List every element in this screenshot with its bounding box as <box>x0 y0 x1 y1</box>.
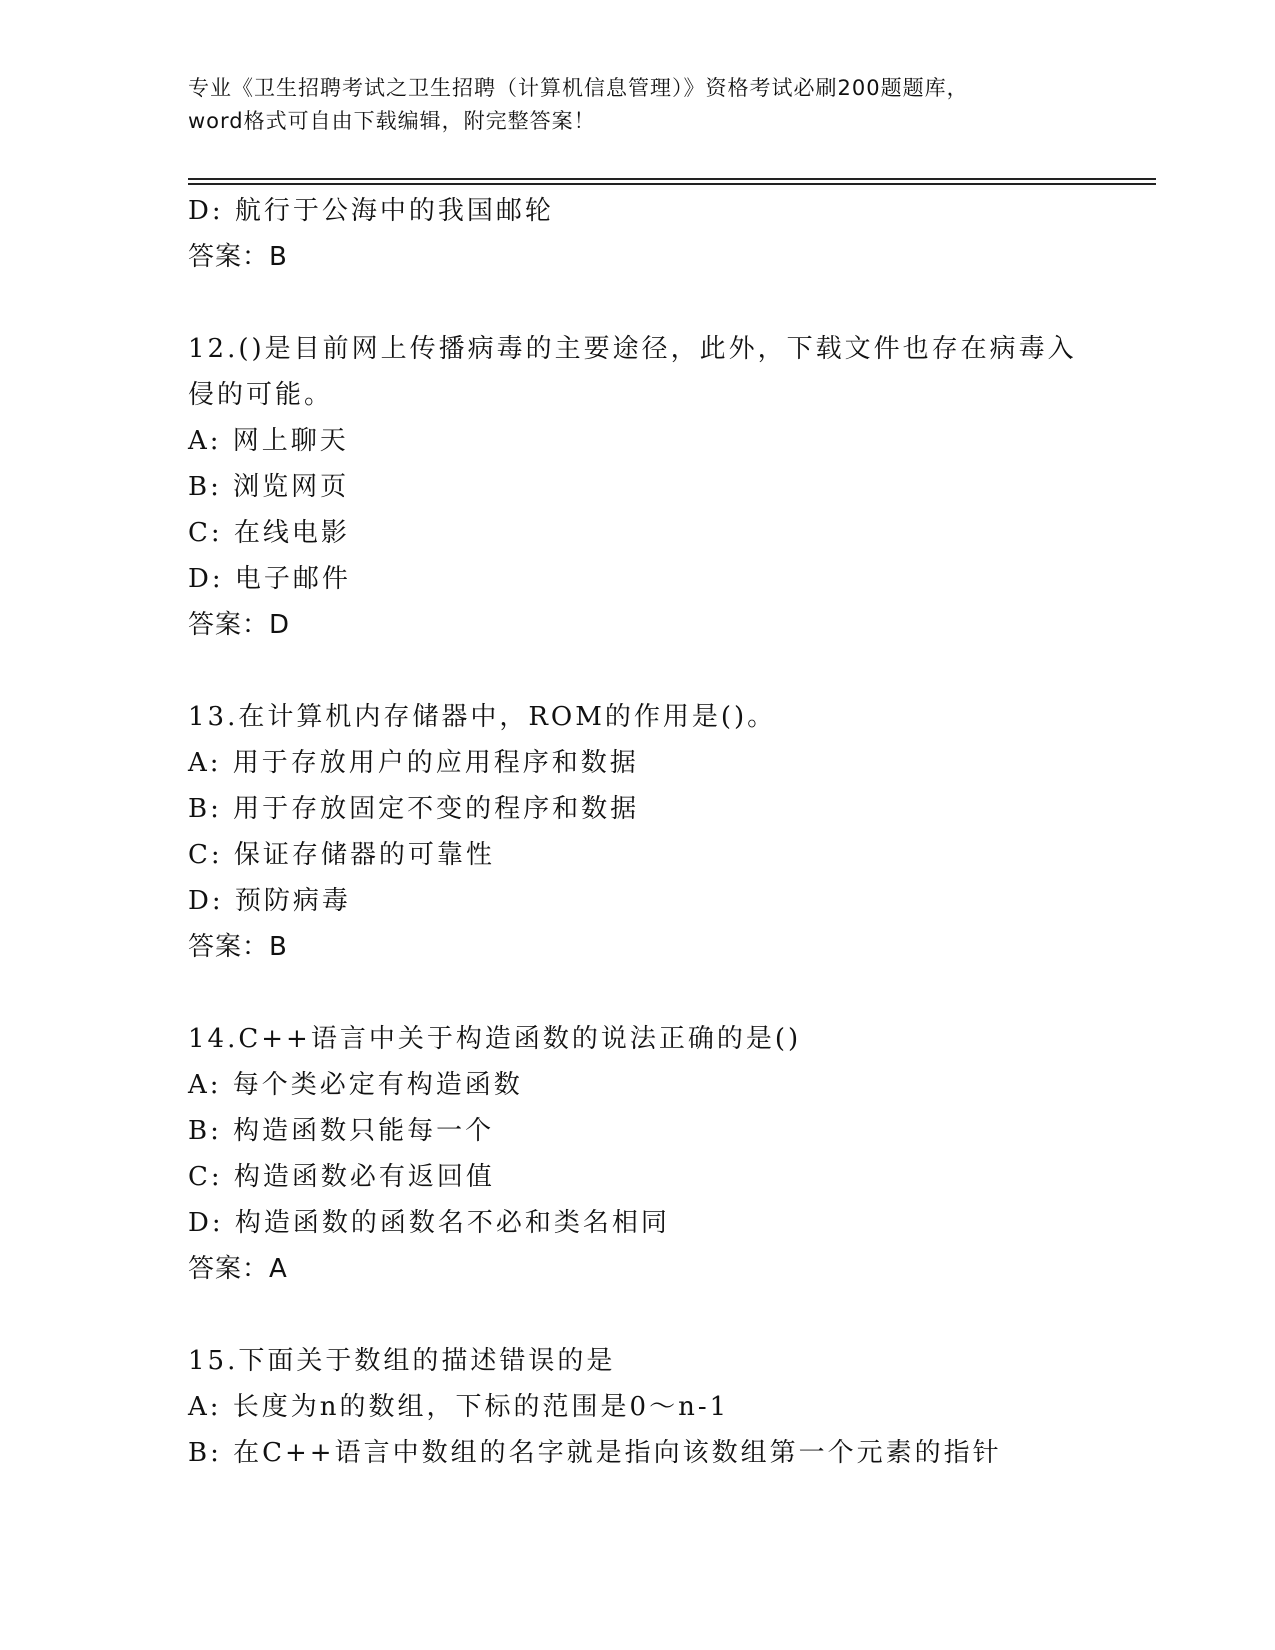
option-b: B: 在C++语言中数组的名字就是指向该数组第一个元素的指针 <box>188 1438 1002 1468</box>
option-a: A: 长度为n的数组，下标的范围是0～n-1 <box>188 1392 730 1422</box>
option-c: C: 保证存储器的可靠性 <box>188 840 495 870</box>
header-divider-bottom <box>188 183 1156 185</box>
option-b: B: 浏览网页 <box>188 472 350 502</box>
spacer <box>188 648 1088 694</box>
option-d: D: 预防病毒 <box>188 886 351 916</box>
option-a: A: 网上聊天 <box>188 426 349 456</box>
header-title-line-2: word格式可自由下载编辑，附完整答案！ <box>188 109 596 133</box>
answer-line: 答案：D <box>188 610 291 640</box>
option-b: B: 用于存放固定不变的程序和数据 <box>188 794 640 824</box>
question-text: 15.下面关于数组的描述错误的是 <box>188 1346 616 1376</box>
option-d: D: 电子邮件 <box>188 564 351 594</box>
header-title-line-1: 专业《卫生招聘考试之卫生招聘（计算机信息管理）》资格考试必刷200题题库， <box>188 76 969 100</box>
spacer <box>188 280 1088 326</box>
option-a: A: 用于存放用户的应用程序和数据 <box>188 748 639 778</box>
option-c: C: 在线电影 <box>188 518 350 548</box>
question-text: 12.()是目前网上传播病毒的主要途径，此外，下载文件也存在病毒入 <box>188 334 1077 364</box>
answer-line: 答案：A <box>188 1254 288 1284</box>
spacer <box>188 1292 1088 1338</box>
option-c: C: 构造函数必有返回值 <box>188 1162 495 1192</box>
option-d: D: 航行于公海中的我国邮轮 <box>188 196 554 226</box>
option-b: B: 构造函数只能每一个 <box>188 1116 495 1146</box>
header-divider-top <box>188 178 1156 180</box>
question-text: 14.C++语言中关于构造函数的说法正确的是() <box>188 1024 802 1054</box>
option-d: D: 构造函数的函数名不必和类名相同 <box>188 1208 670 1238</box>
spacer <box>188 970 1088 1016</box>
question-text: 13.在计算机内存储器中，ROM的作用是()。 <box>188 702 777 732</box>
option-a: A: 每个类必定有构造函数 <box>188 1070 523 1100</box>
answer-line: 答案：B <box>188 932 288 962</box>
answer-line: 答案：B <box>188 242 288 272</box>
question-list <box>188 188 1088 1476</box>
document-header <box>188 72 1088 138</box>
question-text-continued: 侵的可能。 <box>188 380 334 410</box>
